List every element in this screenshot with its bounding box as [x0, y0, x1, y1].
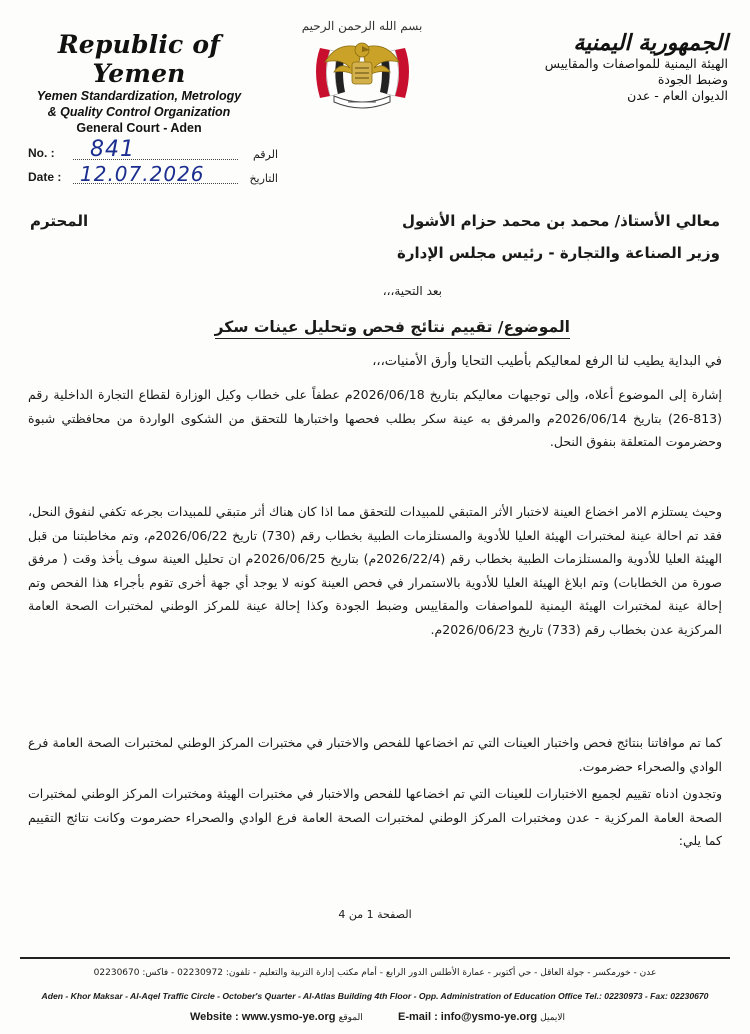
- addressee-honorific: المحترم: [30, 212, 89, 230]
- header-english: [24, 30, 254, 136]
- website-link[interactable]: www.ysmo-ye.org: [241, 1011, 336, 1023]
- email-label: E-mail :: [398, 1011, 438, 1023]
- header-ar-org-line1: الهيئة اليمنية للمواصفات والمقاييس: [544, 56, 728, 71]
- header-en-republic: Republic of Yemen: [57, 30, 221, 88]
- footer-address-ar: عدن - خورمكسر - جولة العاقل - حي أكتوبر - عمارة الأطلس الدور الرابع - أمام مكتب إدارة التربية والتعليم - تلفون: 02230972 - فاكس: 02230670: [93, 968, 657, 978]
- header-ar-org-line2: وضبط الجودة: [657, 72, 728, 87]
- footer-divider: [20, 957, 730, 959]
- email-label-ar: الايميل: [540, 1012, 566, 1022]
- basmala-text: بسم الله الرحمن الرحيم: [301, 19, 423, 33]
- header-ar-republic: الجمهورية اليمنية: [573, 30, 728, 56]
- body-paragraph-3: كما تم موافاتنا بنتائج فحص واختبار العينات التي تم اخضاعها للفحص والاختبار في مختبرات المركز الوطني لمختبرات الصحة العامة فرع الوادي والصحراء حضرموت.: [28, 735, 722, 774]
- emblem-logo: [290, 10, 435, 120]
- website-label: Website :: [190, 1011, 239, 1023]
- eagle-emblem-icon: [290, 10, 435, 120]
- addressee-name: معالي الأستاذ/ محمد بن محمد حزام الأشول: [401, 212, 720, 230]
- subject-line: الموضوع/ تقييم نتائج فحص وتحليل عينات سكر: [215, 318, 570, 339]
- date-label: Date :: [28, 170, 62, 184]
- no-label-ar: الرقم: [252, 148, 278, 161]
- opening-paragraph: في البداية يطيب لنا الرفع لمعاليكم بأطيب التحايا وأرق الأمنيات،،،: [372, 354, 722, 369]
- addressee-line1: [30, 212, 720, 230]
- date-row: [28, 160, 278, 188]
- greeting: بعد التحية،،،: [382, 284, 442, 298]
- header-en-court: General Court - Aden: [76, 121, 202, 135]
- website-label-ar: الموقع: [338, 1012, 363, 1022]
- body-paragraph-2: وحيث يستلزم الامر اخضاع العينة لاختبار الأثر المتبقي للمبيدات للتحقق مما اذا كان هناك أثر متبقي للمبيدات بجرعه تكفي لنفوق النحل، فقد تم احالة عينة لمختبرات الهيئة العليا للأدوية والمستلزمات الطبية بخطاب رقم (730) تاريخ 2026/06/22م، وتم مخاطبتنا من قبل الهيئة العليا للأدوية والمستلزمات الطبية بخطاب رقم (2026/22/4م) بتاريخ 2026/06/25م ان تحليل العينة سوف يأخذ وقت ( مرفق صورة من الخطابات) وتم ابلاغ الهيئة العليا للأدوية بالاستمرار في فحص العينة كونه لا يوجد أي جهة أخرى تقوم بأجراء هذا الفحص وتم إحالة عينة لمختبرات الهيئة اليمنية للمواصفات والمقاييس وضبط الجودة وكذا إحالة عينة للمركز الوطني لمختبرات الصحة العامة المركزية عدن بخطاب رقم (733) تاريخ 2026/06/23م.: [28, 504, 723, 637]
- addressee-line2: وزير الصناعة والتجارة - رئيس مجلس الإدارة: [397, 244, 720, 262]
- email-link[interactable]: info@ysmo-ye.org: [440, 1011, 538, 1023]
- date-handwritten: 12.07.2026: [80, 162, 205, 186]
- header-ar-court: الديوان العام - عدن: [627, 88, 728, 103]
- page-number: الصفحة 1 من 4: [338, 908, 412, 921]
- no-label: No. :: [28, 146, 55, 160]
- body-paragraph-4: وتجدون ادناه تقييم لجميع الاختبارات للعينات التي تم اخضاعها للفحص والاختبار في مختبرات الهيئة ومختبرات المركز الوطني لمختبرات الصحة العامة المركزية - عدن ومختبرات المركز الوطني لمختبرات الصحة العامة فرع الوادي والصحراء حضرموت وكانت نتائج التقييم كما يلي:: [28, 786, 722, 848]
- footer-email: [398, 1011, 565, 1023]
- footer-website: [190, 1011, 363, 1023]
- footer-address-en: Aden - Khor Maksar - Al-Aqel Traffic Circle - October's Quarter - Al-Atlas Building 4th Floor - Opp. Administration of Education Office Tel.: 02230973 - Fax: 02230670: [41, 991, 709, 1001]
- header-arabic: [493, 30, 728, 104]
- header-en-org-line1: Yemen Standardization, Metrology: [36, 89, 242, 103]
- header-en-org-line2: & Quality Control Organization: [47, 105, 231, 119]
- date-label-ar: التاريخ: [249, 172, 278, 185]
- body-paragraph-1: إشارة إلى الموضوع أعلاه، وإلى توجيهات معاليكم بتاريخ 2026/06/18م عطفاً على خطاب وكيل الوزارة لقطاع التجارة الداخلية رقم (813-26) بتاريخ 2026/06/14م والمرفق به عينة سكر بطلب فحصها واختبارها للتحقق من الشكوى الواردة من محافظتي شبوة وحضرموت المتعلقة بنفوق النحل.: [28, 387, 723, 449]
- reference-number-handwritten: 841: [90, 137, 135, 162]
